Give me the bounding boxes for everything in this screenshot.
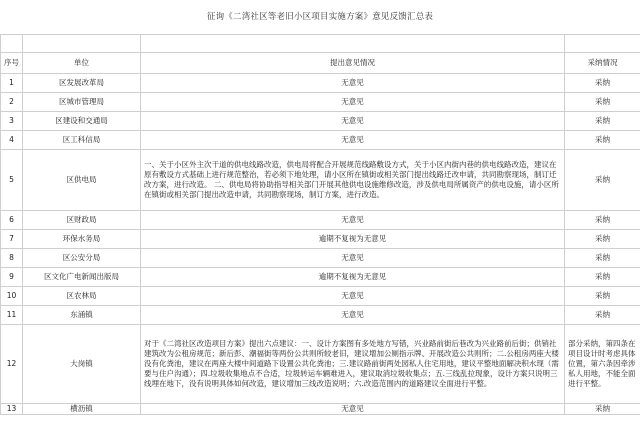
cell-no: 3	[1, 112, 23, 131]
table-row	[1, 306, 640, 325]
cell-no: 9	[1, 268, 23, 287]
header-unit: 单位	[23, 53, 141, 74]
cell-unit: 区供电局	[23, 150, 141, 211]
cell-unit: 区工科信局	[23, 131, 141, 150]
cell-unit: 大岗镇	[23, 325, 141, 404]
table-row	[1, 230, 640, 249]
cell-no: 6	[1, 211, 23, 230]
table-row	[1, 112, 640, 131]
cell-opinion: 无意见	[141, 211, 565, 230]
cell-opinion: 无意见	[141, 74, 565, 93]
table-row	[1, 211, 640, 230]
cell-unit: 横沥镇	[23, 404, 141, 415]
cell-unit: 区文化广电新闻出版局	[23, 268, 141, 287]
blank-cell	[141, 35, 565, 53]
cell-unit: 区财政局	[23, 211, 141, 230]
cell-adopt: 采纳	[565, 306, 640, 325]
document-title: 征询《二湾社区等老旧小区项目实施方案》意见反馈汇总表	[206, 12, 434, 22]
cell-adopt: 采纳	[565, 268, 640, 287]
cell-adopt: 采纳	[565, 249, 640, 268]
cell-adopt: 采纳	[565, 74, 640, 93]
cell-opinion: 逾期不复视为无意见	[141, 268, 565, 287]
cell-unit: 区建设和交通局	[23, 112, 141, 131]
header-no: 序号	[1, 53, 23, 74]
table-row	[1, 287, 640, 306]
cell-unit: 区农林局	[23, 287, 141, 306]
cell-no: 8	[1, 249, 23, 268]
cell-opinion: 一、关于小区外主次干道的供电线路改造，供电局将配合开展规范线路敷设方式，关于小区内街内巷的供电线路改造，建议在原有敷设方式基础上进行规范整治，若必须下地处理，请小区所在镇街或相关部门提出线路迁改申请，共同勘察现场，制订迁改方案，进行改造。 二、供电局将协助指导相关部门开展其他供电设施维修改造，涉及供电局所属资产的供电设施，请小区所在镇街或相关部门提出改造申请，共同勘察现场，制订方案，进行改造。	[141, 150, 565, 211]
cell-adopt: 采纳	[565, 112, 640, 131]
cell-no: 1	[1, 74, 23, 93]
cell-opinion: 无意见	[141, 287, 565, 306]
cell-adopt: 采纳	[565, 93, 640, 112]
feedback-table	[0, 34, 640, 415]
cell-opinion: 无意见	[141, 404, 565, 415]
cell-unit: 环保水务局	[23, 230, 141, 249]
blank-cell	[1, 35, 23, 53]
cell-no: 10	[1, 287, 23, 306]
cell-no: 12	[1, 325, 23, 404]
cell-opinion: 逾期不复视为无意见	[141, 230, 565, 249]
header-opinion: 提出意见情况	[141, 53, 565, 74]
cell-unit: 东涌镇	[23, 306, 141, 325]
table-row	[1, 93, 640, 112]
cell-no: 4	[1, 131, 23, 150]
cell-opinion: 无意见	[141, 306, 565, 325]
cell-adopt: 采纳	[565, 131, 640, 150]
table-row	[1, 249, 640, 268]
cell-no: 13	[1, 404, 23, 415]
cell-adopt: 采纳	[565, 287, 640, 306]
blank-row	[1, 35, 640, 53]
blank-cell	[23, 35, 141, 53]
cell-opinion: 无意见	[141, 131, 565, 150]
cell-adopt: 部分采纳，第四条在项目设计时考虑具体位置，第六条因牵涉私人用地，不能全面进行平整。	[565, 325, 640, 404]
header-adopt: 采纳情况	[565, 53, 640, 74]
cell-unit: 区城市管理局	[23, 93, 141, 112]
cell-opinion: 对于《二湾社区改造项目方案》提出六点建议：一、设计方案图有多处地方写错，兴业路前街后巷改为兴业路前后街；供销社建筑改为公租房规范；新后彭、潮福街等两份公共则所较老旧，建议增加公厕指示牌、开展改造公共则所；二.公租房两座大楼没有化粪池，建议在两座大楼中间道路下设置公共化粪池；三.建议路前街两处园私人住宅用地，建议平整地面解决积水现（需要与住户沟通）；四.垃圾收集地点不合适，垃圾转运车辆难进入，建议取消垃圾收集点；五.三线乱拉现象，设计方案只说明三线埋在地下，没有说明具体如何改造，建议增加三线改造说明；六.改造范围内的道路建议全面进行平整。	[141, 325, 565, 404]
cell-no: 11	[1, 306, 23, 325]
cell-no: 2	[1, 93, 23, 112]
table-row	[1, 325, 640, 404]
cell-no: 7	[1, 230, 23, 249]
cell-adopt: 采纳	[565, 150, 640, 211]
table-row	[1, 150, 640, 211]
cell-adopt: 采纳	[565, 230, 640, 249]
table-row	[1, 131, 640, 150]
cell-opinion: 无意见	[141, 112, 565, 131]
cell-opinion: 无意见	[141, 249, 565, 268]
cell-adopt: 采纳	[565, 211, 640, 230]
cell-no: 5	[1, 150, 23, 211]
blank-cell	[565, 35, 640, 53]
cell-unit: 区发展改革局	[23, 74, 141, 93]
header-row	[1, 53, 640, 74]
table-row	[1, 268, 640, 287]
cell-unit: 区公安分局	[23, 249, 141, 268]
cell-adopt: 采纳	[565, 404, 640, 415]
table-row	[1, 74, 640, 93]
cell-opinion: 无意见	[141, 93, 565, 112]
table-row	[1, 404, 640, 415]
